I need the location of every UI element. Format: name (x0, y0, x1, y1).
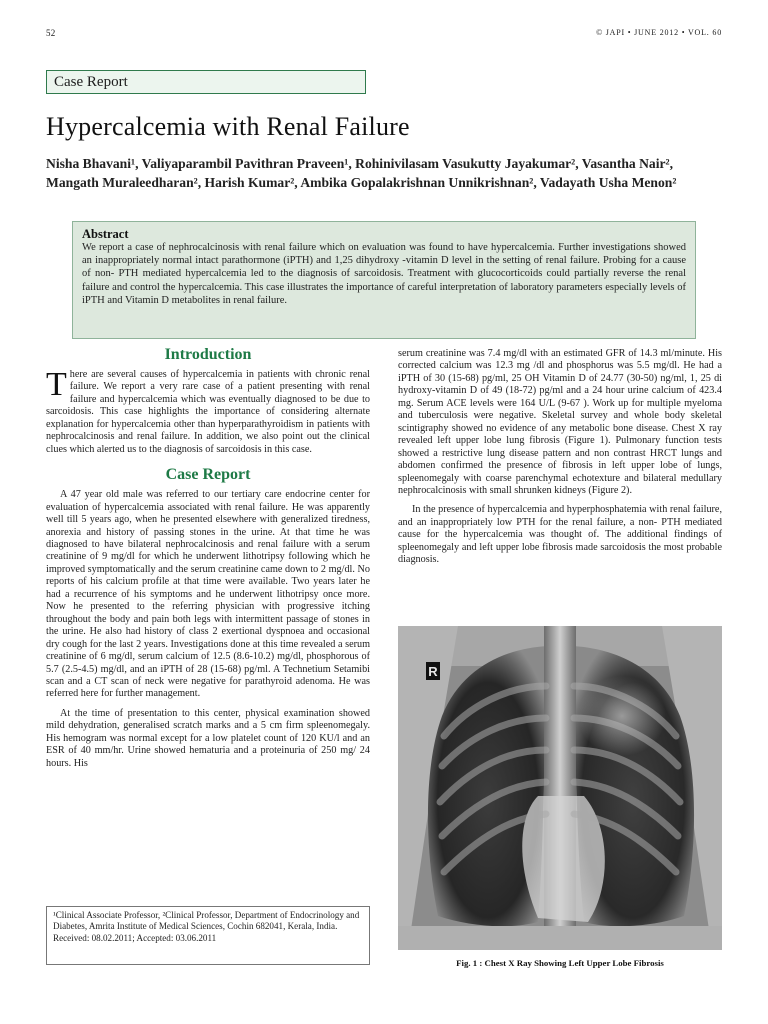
chest-xray-figure (398, 626, 722, 950)
abstract-box (72, 221, 696, 339)
figure-caption: Fig. 1 : Chest X Ray Showing Left Upper Lobe Fibrosis (456, 958, 664, 968)
abstract-text: We report a case of nephrocalcinosis with renal failure which on evaluation was found to have hypercalcemia. Further investigations showed an inappropriately normal intact parathormone (iPTH) and 1,25 dihydroxy -vitamin D level in the setting of renal failure. Probing for a cause of non- PTH mediated hypercalcemia led to the diagnosis of sarcoidosis. Treatment with glucocorticoids could partially reverse the renal failure and control the hypercalcemia. This case illustrates the importance of careful interpretation of laboratory parameters especially levels of iPTH and Vitamin D metabolites in renal failure. (82, 242, 686, 306)
left-column (46, 345, 370, 770)
right-paragraph-2: In the presence of hypercalcemia and hyperphosphatemia with renal failure, and an inappropriately low PTH for the renal failure, a non- PTH mediated cause for the hypercalcemia was thought of. The additional findings of spleenomegaly and left upper lobe fibrosis made sarcoidosis the most probable diagnosis. (398, 504, 722, 566)
xray-side-marker: R (428, 664, 438, 679)
page-number: 52 (46, 28, 56, 38)
article-title: Hypercalcemia with Renal Failure (46, 112, 410, 141)
drop-cap: T (46, 366, 67, 403)
introduction-text: here are several causes of hypercalcemia in patients with chronic renal failure. We report a very rare case of a patient presenting with renal failure and hypercalcemia which was eventually diagnosed to be due to sarcoidosis. This case highlights the importance of considering alternate explanation for hypercalcemia other than hyperparathyroidism in patients with nephrocalcinosis and renal failure. In addition, we also point out the clinical clues which alerted us to the diagnosis of sarcoidosis in this case. (46, 369, 370, 455)
introduction-heading: Introduction (164, 346, 252, 363)
running-head: © JAPI • JUNE 2012 • VOL. 60 (596, 28, 722, 37)
received-accepted-dates: Received: 08.02.2011; Accepted: 03.06.2011 (53, 932, 217, 943)
section-label-box: Case Report (46, 70, 366, 94)
chest-xray-image (398, 626, 722, 950)
abstract-heading: Abstract (82, 227, 129, 241)
introduction-paragraph (46, 366, 370, 456)
right-column (398, 348, 722, 567)
author-list: Nisha Bhavani¹, Valiyaparambil Pavithran Praveen¹, Rohinivilasam Vasukutty Jayakumar², Vasantha Nair², Mangath Muraleedharan², Harish Kumar², Ambika Gopalakrishnan Unnikrishnan², Vadayath Usha Menon² (46, 156, 677, 190)
case-report-paragraph-2: At the time of presentation to this center, physical examination showed mild dehydration, generalised scratch marks and a 5 cm firm spleenomegaly. His hemogram was normal except for a low platelet count of 120 KU/l and an ESR of 40 mm/hr. Urine showed hematuria and a proteinuria of 250 mg/ 24 hours. His (46, 707, 370, 769)
case-report-heading: Case Report (165, 466, 251, 484)
right-paragraph-1: serum creatinine was 7.4 mg/dl with an estimated GFR of 14.3 ml/minute. His corrected calcium was 12.3 mg /dl and phosphorus was 5.5 mg/dl. He had a iPTH of 30 (15-68) pg/ml, 25 OH Vitamin D of 24.77 (30-50) ng/ml, 1, 25 di hydroxy-vitamin D of 49 (18-72) pg/ml and a 24 hour urine calcium of 423.4 mg. Serum ACE levels were 164 U/L (9-67 ). Work up for multiple myeloma and tuberculosis were negative. Skeletal survey and whole body skeletal scintigraphy showed no evidence of any metabolic bone disease. Chest X ray revealed left upper lobe lung fibrosis (Figure 1). Pulmonary function tests showed a restrictive lung disease pattern and non contrast HRCT lungs and abdomen confirmed the presence of fibrosis in left upper lobe of lungs, spleenomegaly with coarse parenchymal echotexture and bilateral medullary nephrocalcinosis with small shrunken kidneys (Figure 2). (398, 348, 722, 496)
affiliation-text: ¹Clinical Associate Professor, ²Clinical Professor, Department of Endocrinology and Diabetes, Amrita Institute of Medical Sciences, Cochin 682041, Kerala, India. (53, 910, 360, 932)
case-report-paragraph-1: A 47 year old male was referred to our tertiary care endocrine center for evaluation of hypercalcemia associated with renal failure. He was apparently well till 5 years ago, when he presented elsewhere with generalized tiredness, anorexia and history of passing stones in the urine. At that time he was diagnosed to have bilateral nephrocalcinosis and renal failure with a serum creatinine of 9 mg/dl for which he underwent lithotripsy following which he improved symptomatically and the serum creatinine came down to 2 mg/dl. No reports of his calcium profile at that time were available. Two years later he had a recurrence of his symptoms and he underwent lithotripsy once more. Now he presented to the referring physician with progressive itching throughout the body and pain both legs with intermittent passage of stones in the urine. He also had history of class 2 exertional dyspnoea and occasional dry cough for the last 2 years. Investigations done at this time revealed a serum creatinine of 6 mg/dl, serum calcium of 12.5 (8.6-10.2) mg/dl, phosphorous of 5.7 (2.5-4.5) mg/dl, and an iPTH of 28 (15-68) pg/ml. A Technetium Setamibi scan and a CT scan of neck were negative for parathyroid adenoma. He was referred here for further management. (46, 489, 370, 700)
affiliations-box (46, 906, 370, 965)
